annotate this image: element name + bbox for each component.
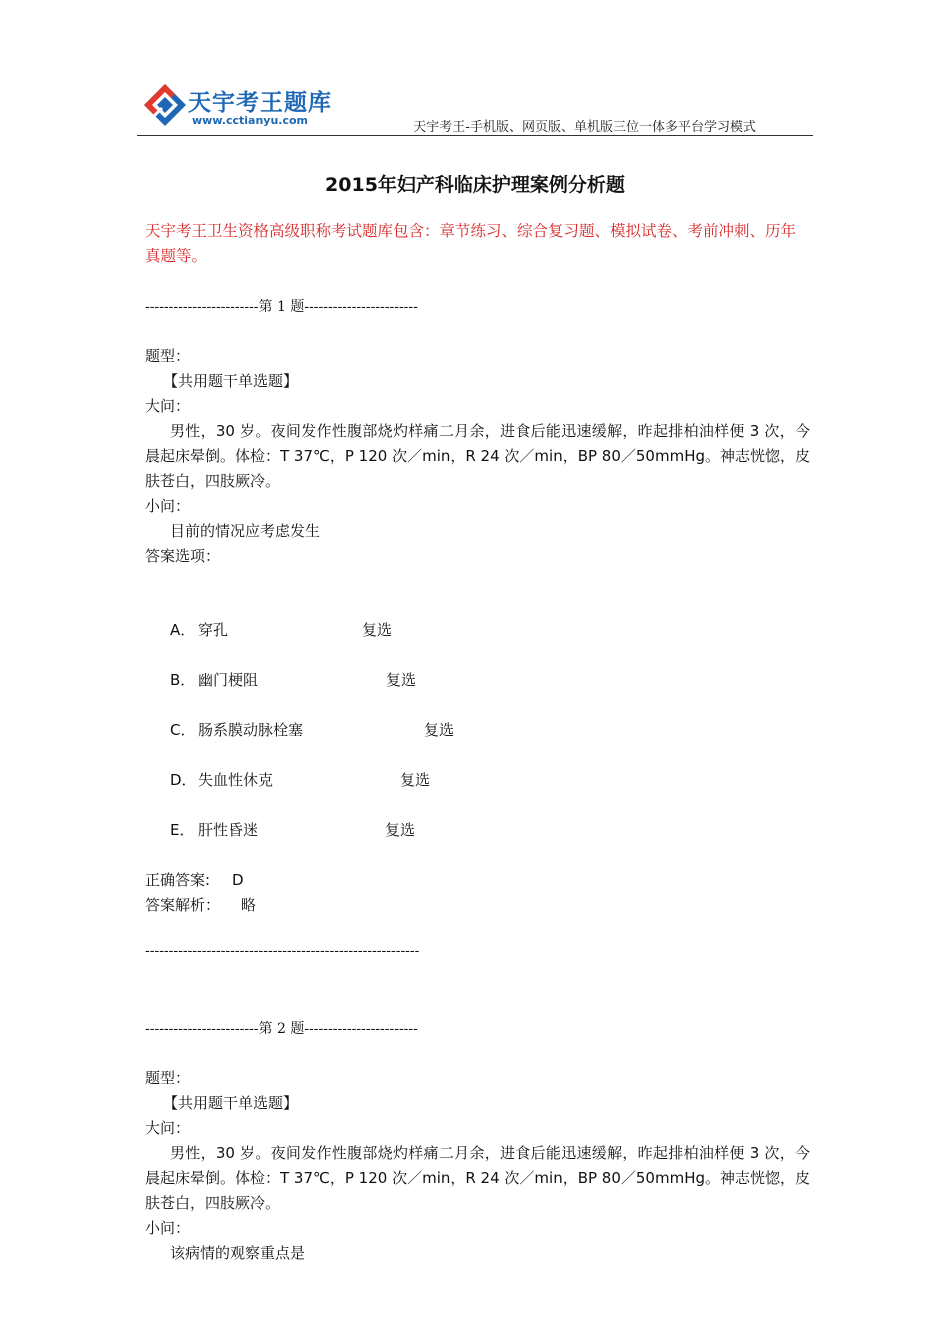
question-type-value: 【共用题干单选题】 (163, 1094, 299, 1112)
option-text: 失血性休克 (198, 771, 274, 789)
question-type-label: 题型： (145, 1069, 191, 1087)
option-e-checkbox[interactable]: 复选 (385, 821, 416, 839)
analysis-value: 略 (241, 896, 257, 914)
question-separator: ------------------------第 1 题------------------------ (145, 299, 418, 315)
sub-question-label: 小问： (145, 1219, 191, 1237)
site-logo[interactable] (142, 80, 342, 132)
correct-answer-value: D (232, 871, 244, 889)
analysis-label: 答案解析： (145, 896, 221, 914)
stem-label: 大问： (145, 397, 191, 415)
option-letter: A． (170, 621, 196, 639)
option-b[interactable] (170, 668, 258, 693)
option-d-checkbox[interactable]: 复选 (400, 771, 431, 789)
document-title: 2015年妇产科临床护理案例分析题 (325, 174, 625, 196)
option-letter: B． (170, 671, 196, 689)
option-letter: E． (170, 821, 195, 839)
option-text: 肝性昏迷 (198, 821, 259, 839)
question-end-separator: ---------------------------------------------------------- (145, 943, 420, 959)
option-d[interactable] (170, 768, 273, 793)
option-a[interactable] (170, 618, 228, 643)
sub-question-label: 小问： (145, 497, 191, 515)
option-b-checkbox[interactable]: 复选 (386, 671, 417, 689)
stem-label: 大问： (145, 1119, 191, 1137)
option-c-checkbox[interactable]: 复选 (424, 721, 455, 739)
page-header (137, 78, 813, 136)
option-letter: D． (170, 771, 197, 789)
header-slogan: 天宇考王-手机版、网页版、单机版三位一体多平台学习模式 (413, 120, 756, 135)
option-c[interactable] (170, 718, 303, 743)
question-stem: 男性，30 岁。夜间发作性腹部烧灼样痛二月余，进食后能迅速缓解，昨起排柏油样便 3 次，今晨起床晕倒。体检：T 37℃，P 120 次／min，R 24 次／min，BP 80／50mmHg。神志恍惚，皮肤苍白，四肢厥冷。 (145, 422, 810, 490)
logo-url[interactable]: www.cctianyu.com (192, 114, 309, 127)
option-text: 幽门梗阻 (198, 671, 259, 689)
question-type-label: 题型： (145, 347, 191, 365)
option-text: 肠系膜动脉栓塞 (198, 721, 304, 739)
sub-question-text: 该病情的观察重点是 (170, 1244, 306, 1262)
correct-answer-label: 正确答案: (145, 871, 211, 889)
options-label: 答案选项： (145, 547, 221, 565)
question-stem: 男性，30 岁。夜间发作性腹部烧灼样痛二月余，进食后能迅速缓解，昨起排柏油样便 3 次，今晨起床晕倒。体检：T 37℃，P 120 次／min，R 24 次／min，BP 80／50mmHg。神志恍惚，皮肤苍白，四肢厥冷。 (145, 1144, 810, 1212)
option-a-checkbox[interactable]: 复选 (362, 621, 393, 639)
option-text: 穿孔 (198, 621, 229, 639)
sub-question-text: 目前的情况应考虑发生 (170, 522, 321, 540)
option-letter: C． (170, 721, 196, 739)
question-separator: ------------------------第 2 题------------------------ (145, 1021, 418, 1037)
document-intro: 天宇考王卫生资格高级职称考试题库包含：章节练习、综合复习题、模拟试卷、考前冲刺、历年真题等。 (145, 222, 797, 265)
option-e[interactable] (170, 818, 258, 843)
question-type-value: 【共用题干单选题】 (163, 372, 299, 390)
logo-diamond-icon (142, 82, 188, 128)
logo-title: 天宇考王题库 (188, 90, 332, 116)
